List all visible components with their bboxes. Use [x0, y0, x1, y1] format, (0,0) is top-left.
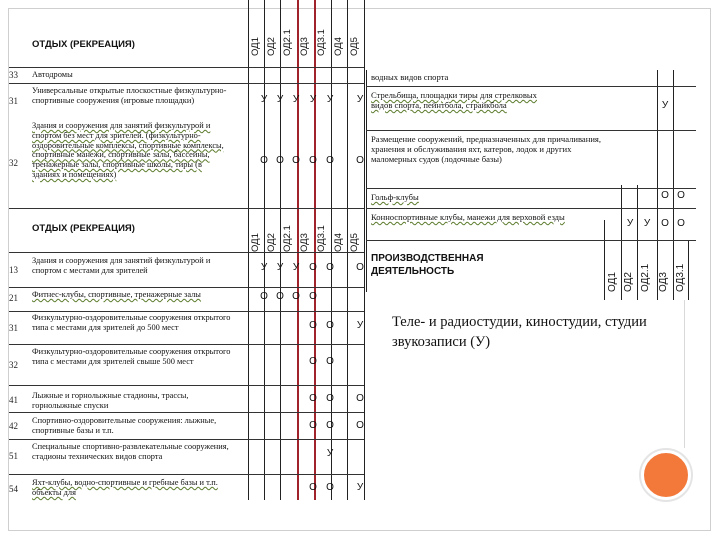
column-divider — [347, 0, 348, 500]
row-description: Автодромы — [32, 70, 73, 79]
column-header-od3-1: ОД3.1 — [675, 263, 686, 292]
row-code: 41 — [9, 395, 18, 405]
decorative-divider — [684, 300, 685, 448]
row-divider — [9, 474, 364, 475]
row-code: 54 — [9, 484, 18, 494]
section-title: ПРОИЗВОДСТВЕННАЯ ДЕЯТЕЛЬНОСТЬ — [371, 253, 484, 277]
cell-value: О — [260, 291, 268, 302]
row-divider — [9, 344, 364, 345]
cell-value: О — [309, 155, 317, 166]
row-code: 32 — [9, 360, 18, 370]
decorative-circle — [641, 450, 691, 500]
left-land-use-table — [9, 0, 364, 500]
cell-value: О — [309, 393, 317, 404]
cell-value: О — [292, 291, 300, 302]
row-divider — [9, 412, 364, 413]
column-header-od1: ОД1 — [607, 272, 618, 292]
row-description: Лыжные и горнолыжные стадионы, трассы, горнолыжные спуски — [32, 391, 189, 410]
row-description: Физкультурно-оздоровительные сооружения открытого типа с местами для зрителей свыше 500 мест — [32, 347, 231, 366]
column-header-od3: ОД3 — [299, 233, 310, 252]
column-header-od1: ОД1 — [250, 37, 261, 56]
column-header-od4: ОД4 — [333, 37, 344, 56]
row-description: Физкультурно-оздоровительные сооружения открытого типа с местами для зрителей до 500 мест — [32, 313, 231, 332]
column-header-od3-1: ОД3.1 — [316, 225, 327, 252]
cell-value: О — [356, 262, 364, 273]
cell-value: У — [356, 94, 364, 105]
cell-value: О — [356, 420, 364, 431]
column-header-od2: ОД2 — [266, 37, 277, 56]
cell-value: О — [326, 482, 334, 493]
cell-value: У — [309, 94, 317, 105]
column-header-od2: ОД2 — [266, 233, 277, 252]
cell-value: О — [326, 262, 334, 273]
cell-value: У — [260, 262, 268, 273]
cell-value: У — [356, 320, 364, 331]
row-divider — [366, 188, 696, 189]
cell-value: О — [326, 393, 334, 404]
column-header-od5: ОД5 — [349, 37, 360, 56]
row-description: Универсальные открытые плоскостные физкультурно-спортивные сооружения (игровые площадки) — [32, 86, 227, 105]
cell-value: О — [309, 420, 317, 431]
column-header-od5: ОД5 — [349, 233, 360, 252]
cell-value: О — [326, 356, 334, 367]
row-code: 42 — [9, 421, 18, 431]
row-code: 31 — [9, 96, 18, 106]
cell-value: О — [309, 320, 317, 331]
cell-value: У — [626, 218, 634, 229]
cell-value: У — [661, 100, 669, 111]
row-divider — [366, 240, 696, 241]
cell-value: О — [677, 190, 685, 201]
right-land-use-table — [366, 0, 696, 300]
right-row-description: Размещение сооружений, предназначенных для причаливания, хранения и обслуживания яхт, катеров, лодок и других маломерных судов (лодочные базы) — [371, 134, 602, 164]
row-description: Фитнес-клубы, спортивные, тренажерные залы — [32, 290, 201, 299]
column-divider — [688, 240, 689, 300]
row-code: 33 — [9, 70, 18, 80]
cell-value: У — [326, 94, 334, 105]
right-row-description: водных видов спорта — [371, 72, 449, 82]
row-divider — [9, 385, 364, 386]
column-divider — [621, 185, 622, 300]
right-row-description: Стрельбища, площадки тиры для стрелковых видов спорта, пейнтбола, страйкбола — [371, 90, 537, 110]
cell-value: У — [276, 262, 284, 273]
cell-value: О — [661, 190, 669, 201]
cell-value: О — [309, 262, 317, 273]
column-header-od3-1: ОД3.1 — [316, 29, 327, 56]
row-code: 31 — [9, 323, 18, 333]
column-header-od3: ОД3 — [658, 272, 669, 292]
column-header-od2-1: ОД2.1 — [640, 263, 651, 292]
cell-value: У — [292, 262, 300, 273]
cell-value: О — [326, 155, 334, 166]
cell-value: О — [326, 420, 334, 431]
cell-value: О — [309, 291, 317, 302]
cell-value: У — [292, 94, 300, 105]
row-code: 21 — [9, 293, 18, 303]
row-divider — [9, 439, 364, 440]
section-title: ОТДЫХ (РЕКРЕАЦИЯ) — [32, 223, 135, 234]
column-divider — [248, 0, 249, 500]
cell-value: У — [260, 94, 268, 105]
column-divider — [604, 220, 605, 300]
section-title: ОТДЫХ (РЕКРЕАЦИЯ) — [32, 39, 135, 50]
right-row-description: Конноспортивные клубы, манежи для верховой езды — [371, 212, 565, 222]
column-divider — [264, 0, 265, 500]
row-divider — [9, 67, 364, 68]
cell-value: О — [309, 482, 317, 493]
row-code: 13 — [9, 265, 18, 275]
row-divider — [9, 287, 364, 288]
cell-value: У — [326, 448, 334, 459]
cell-value: О — [356, 155, 364, 166]
cell-value: У — [356, 482, 364, 493]
column-header-od2-1: ОД2.1 — [282, 225, 293, 252]
row-code: 51 — [9, 451, 18, 461]
row-description: Здания и сооружения для занятий физкультурой и спортом без мест для зрителей. (физкультурно-оздоровительные комплексы, спортивные комплексы, спортивные манежи, спортивные залы, бассейны, тренажерные залы, спортивные школы, тиры (в зданиях и помещениях) — [32, 121, 224, 179]
cell-value: О — [661, 218, 669, 229]
row-description: Специальные спортивно-развлекательные сооружения, стадионы технических видов спорта — [32, 442, 229, 461]
column-divider — [280, 0, 281, 500]
cell-value: О — [260, 155, 268, 166]
row-description: Спортивно-оздоровительные сооружения: лыжные, спортивные базы и т.п. — [32, 416, 217, 435]
right-row-description: Гольф-клубы — [371, 192, 419, 202]
column-divider — [673, 70, 674, 300]
row-description: Яхт-клубы, водно-спортивные и гребные базы и т.п. объекты для — [32, 478, 218, 497]
row-divider — [9, 208, 364, 209]
row-code: 32 — [9, 158, 18, 168]
row-divider — [366, 130, 696, 131]
column-header-od3: ОД3 — [299, 37, 310, 56]
cell-value: О — [276, 291, 284, 302]
cell-value: О — [326, 320, 334, 331]
row-divider — [9, 252, 364, 253]
note-text: Теле- и радиостудии, киностудии, студии звукозаписи (У) — [392, 314, 647, 350]
row-description: Здания и сооружения для занятий физкультурой и спортом с местами для зрителей — [32, 256, 211, 275]
cell-value: О — [276, 155, 284, 166]
cell-value: О — [292, 155, 300, 166]
cell-value: О — [677, 218, 685, 229]
row-divider — [9, 311, 364, 312]
cell-value: О — [309, 356, 317, 367]
cell-value: У — [276, 94, 284, 105]
cell-value: О — [356, 393, 364, 404]
row-divider — [366, 208, 696, 209]
column-header-od2: ОД2 — [623, 272, 634, 292]
table-edge — [366, 70, 367, 292]
row-divider — [366, 86, 696, 87]
column-header-od2-1: ОД2.1 — [282, 29, 293, 56]
cell-value: У — [643, 218, 651, 229]
column-header-od4: ОД4 — [333, 233, 344, 252]
row-divider — [9, 83, 364, 84]
column-divider — [637, 185, 638, 300]
column-header-od1: ОД1 — [250, 233, 261, 252]
